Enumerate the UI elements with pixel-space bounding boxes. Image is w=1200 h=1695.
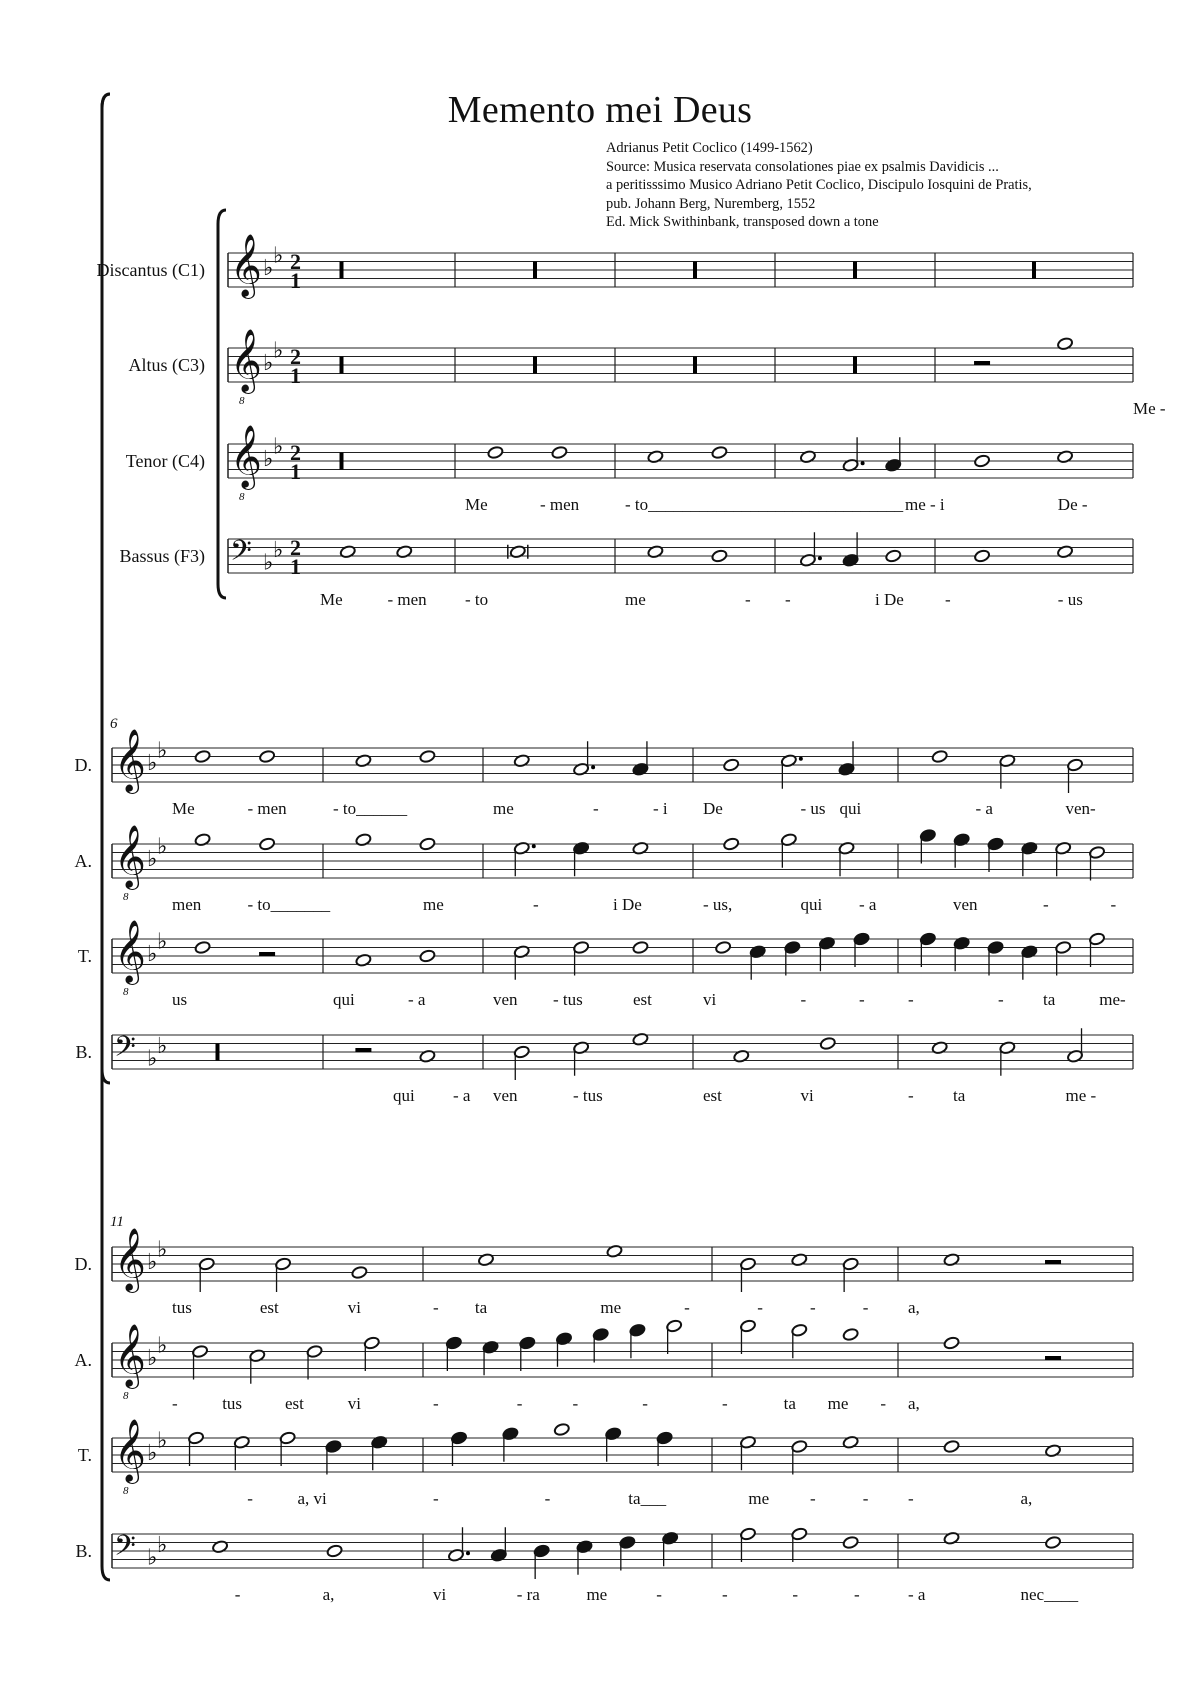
system-3	[75, 94, 1134, 1604]
staff-tenor	[126, 425, 1133, 514]
lyric-syllable: - a	[859, 895, 877, 914]
note-head	[419, 750, 436, 764]
editor-line: Ed. Mick Swithinbank, transposed down a tone	[606, 214, 879, 230]
lyric-syllable: Me	[465, 495, 488, 514]
composer-line: Adrianus Petit Coclico (1499-1562)	[606, 140, 813, 156]
note-head	[800, 450, 817, 464]
note-dot	[466, 1551, 470, 1555]
lyric-syllable: -	[684, 1298, 690, 1317]
flat-icon: ♭	[147, 847, 158, 872]
note-head	[1057, 545, 1074, 559]
system-1	[97, 210, 1166, 609]
lyric-syllable: - to______	[333, 799, 408, 818]
lyric-syllable: vi	[800, 1086, 814, 1105]
lyric-syllable: -	[792, 1585, 799, 1604]
lyric-syllable: me-	[1099, 990, 1126, 1009]
note-head	[259, 837, 276, 851]
note-head	[943, 1253, 960, 1267]
staff-label: B.	[75, 1042, 92, 1062]
lyric-syllable: -	[172, 1394, 178, 1413]
note-head	[632, 941, 649, 955]
treble-clef-icon: 𝄞	[114, 1323, 146, 1387]
flat-icon: ♭	[157, 834, 168, 860]
half-rest	[259, 952, 275, 956]
note-head	[974, 549, 991, 563]
measure-number: 11	[110, 1214, 124, 1230]
time-signature-top: 2	[290, 344, 301, 369]
lyric-syllable: -	[908, 1086, 914, 1105]
lyric-syllable: - a	[975, 799, 993, 818]
lyric-syllable: -	[642, 1394, 648, 1413]
breve-rest	[533, 262, 537, 279]
time-signature-top: 2	[290, 249, 301, 274]
note-head	[478, 1253, 495, 1267]
lyric-syllable: -	[810, 1298, 816, 1317]
lyric-syllable: -	[1110, 895, 1117, 914]
lyric-syllable: a, vi	[297, 1489, 327, 1508]
octave-eight: 8	[239, 491, 245, 503]
staff-label: T.	[77, 1445, 92, 1465]
staff-b	[75, 1527, 1133, 1604]
breve-rest	[340, 357, 344, 374]
note-head	[396, 545, 413, 559]
lyric-syllable: - tus	[553, 990, 583, 1009]
time-signature-top: 2	[290, 535, 301, 560]
note-head	[632, 1032, 649, 1046]
note-head	[711, 446, 728, 460]
lyric-syllable: ven	[493, 1086, 518, 1105]
treble-clef-icon: 𝄞	[114, 919, 146, 983]
treble-clef-icon: 𝄞	[230, 424, 262, 488]
lyric-syllable: qui	[333, 990, 355, 1009]
note-head	[553, 1423, 570, 1437]
staff-label: A.	[74, 1350, 92, 1370]
octave-eight: 8	[123, 891, 129, 903]
flat-icon: ♭	[263, 351, 274, 376]
lyric-syllable: vi	[433, 1585, 447, 1604]
lyric-syllable: -	[234, 1585, 241, 1604]
lyric-syllable: - us	[1057, 590, 1083, 609]
note-head	[419, 837, 436, 851]
lyric-syllable: ven	[493, 990, 518, 1009]
lyric-syllable: -	[1043, 895, 1049, 914]
lyric-syllable: De	[703, 799, 723, 818]
lyric-syllable: est	[633, 990, 652, 1009]
note-head	[791, 1253, 808, 1267]
lyric-syllable: me	[493, 799, 514, 818]
lyric-syllable: ven	[953, 895, 978, 914]
lyric-syllable: -	[810, 1489, 816, 1508]
lyric-syllable: me	[586, 1585, 608, 1604]
treble-clef-icon: 𝄞	[114, 824, 146, 888]
staff-d	[75, 1228, 1134, 1317]
lyric-syllable: me -	[1065, 1086, 1097, 1105]
lyric-syllable: vi	[347, 1298, 361, 1317]
breve-rest	[216, 1044, 220, 1061]
lyric-syllable: nec____	[1020, 1585, 1079, 1604]
note-head	[355, 953, 372, 967]
staff-label: A.	[74, 851, 92, 871]
note-head	[842, 1328, 859, 1342]
note-head	[487, 446, 504, 460]
flat-icon: ♭	[273, 243, 284, 269]
flat-icon: ♭	[147, 1545, 158, 1571]
lyric-syllable: -	[722, 1585, 728, 1604]
lyric-syllable: -	[854, 1585, 860, 1604]
lyric-syllable: est	[259, 1298, 279, 1317]
lyric-syllable: - ra	[516, 1585, 540, 1604]
flat-icon: ♭	[273, 434, 284, 460]
flat-icon: ♭	[157, 929, 168, 955]
lyric-syllable: qui	[393, 1086, 415, 1105]
lyric-syllable: me - i	[905, 495, 945, 514]
publisher-line: pub. Johann Berg, Nuremberg, 1552	[606, 195, 816, 212]
lyric-syllable: - us,	[703, 895, 733, 914]
staff-a	[75, 825, 1134, 914]
note-head	[419, 1049, 436, 1063]
staff-label: Bassus (F3)	[119, 546, 205, 566]
octave-eight: 8	[123, 1390, 129, 1402]
lyric-syllable: -	[908, 1489, 914, 1508]
time-signature-bottom: 1	[290, 459, 301, 484]
lyric-syllable: - a	[408, 990, 426, 1009]
breve-rest	[693, 357, 697, 374]
note-head	[842, 1435, 859, 1449]
staff-label: T.	[77, 946, 92, 966]
breve-rest	[340, 262, 344, 279]
breve-rest	[1032, 262, 1036, 279]
note-head	[715, 941, 732, 955]
time-signature-bottom: 1	[290, 554, 301, 579]
flat-icon: ♭	[263, 256, 274, 281]
lyric-syllable: -	[908, 990, 914, 1009]
note-head	[931, 1041, 948, 1055]
note-head	[194, 941, 211, 955]
time-signature-top: 2	[290, 440, 301, 465]
breve-rest	[340, 453, 344, 470]
bass-clef-icon: 𝄢	[230, 534, 252, 575]
lyric-syllable: -	[516, 1394, 523, 1413]
staff-label: Tenor (C4)	[125, 451, 205, 471]
note-dot	[799, 757, 803, 761]
lyric-syllable: est	[703, 1086, 722, 1105]
lyric-syllable: a,	[322, 1585, 335, 1604]
note-head	[931, 750, 948, 764]
note-head	[1045, 1444, 1062, 1458]
flat-icon: ♭	[147, 1250, 158, 1275]
note-head	[355, 833, 372, 847]
treble-clef-icon: 𝄞	[230, 328, 262, 392]
lyric-syllable: vi	[347, 1394, 361, 1413]
note-head	[513, 754, 530, 768]
octave-eight: 8	[123, 986, 129, 998]
lyric-syllable: -	[880, 1394, 887, 1413]
lyric-syllable: tus	[172, 1298, 192, 1317]
flat-icon: ♭	[147, 751, 158, 776]
lyric-syllable: -	[800, 990, 807, 1009]
treble-clef-icon: 𝄞	[114, 728, 146, 792]
note-dot	[591, 765, 595, 769]
note-head	[194, 750, 211, 764]
bass-clef-icon: 𝄢	[114, 1030, 136, 1071]
half-rest	[355, 1048, 371, 1052]
note-head	[943, 1531, 960, 1545]
treble-clef-icon: 𝄞	[230, 233, 262, 297]
octave-eight: 8	[239, 395, 245, 407]
system-bracket	[218, 210, 226, 598]
flat-icon: ♭	[263, 447, 274, 472]
staff-bassus	[119, 532, 1133, 609]
note-head	[1057, 450, 1074, 464]
time-signature-bottom: 1	[290, 268, 301, 293]
staff-discantus	[97, 234, 1133, 300]
staff-t	[78, 1419, 1133, 1508]
note-head	[419, 949, 436, 963]
lyric-syllable: men	[172, 895, 202, 914]
source-line: Source: Musica reservata consolationes piae ex psalmis Davidicis ...	[606, 158, 999, 175]
lyric-syllable: me	[748, 1489, 770, 1508]
lyric-syllable: ta	[953, 1086, 966, 1105]
source-line-2: a peritisssimo Musico Adriano Petit Coclico, Discipulo Iosquini de Pratis,	[606, 177, 1032, 193]
lyric-syllable: - to_______	[247, 895, 331, 914]
breve-rest	[853, 262, 857, 279]
lyric-syllable: qui	[839, 799, 862, 818]
flat-icon: ♭	[157, 1237, 168, 1263]
note-dot	[861, 461, 865, 465]
lyric-syllable: -	[656, 1585, 662, 1604]
staff-label: D.	[74, 1254, 92, 1274]
note-head	[326, 1544, 343, 1558]
lyric-syllable: ta	[474, 1298, 488, 1317]
lyric-syllable: -	[433, 1489, 439, 1508]
note-head	[551, 446, 568, 460]
lyric-syllable: -	[785, 590, 791, 609]
bass-clef-icon: 𝄢	[114, 1529, 136, 1570]
half-rest	[1045, 1260, 1061, 1264]
staff-d	[75, 729, 1134, 818]
note-head	[351, 1266, 368, 1280]
note-head	[606, 1244, 623, 1258]
note-head	[212, 1540, 229, 1554]
note-head	[339, 545, 356, 559]
flat-icon: ♭	[157, 1532, 168, 1558]
note-head	[194, 833, 211, 847]
note-dot	[532, 844, 536, 848]
flat-icon: ♭	[147, 1441, 158, 1466]
note-head	[711, 549, 728, 563]
staff-label: D.	[74, 755, 92, 775]
lyric-syllable: - to	[465, 590, 489, 609]
flat-icon: ♭	[157, 738, 168, 764]
staff-altus	[129, 329, 1166, 418]
lyric-syllable: i De	[613, 895, 642, 914]
note-head	[1045, 1536, 1062, 1550]
system-bracket	[102, 94, 110, 1580]
flat-icon: ♭	[147, 1346, 158, 1371]
flat-icon: ♭	[157, 1033, 168, 1059]
note-head	[943, 1336, 960, 1350]
page-title: Memento mei Deus	[447, 89, 753, 131]
lyric-syllable: a,	[1020, 1489, 1033, 1508]
note-head	[885, 549, 902, 563]
lyric-syllable: -	[533, 895, 539, 914]
lyric-syllable: ta	[1043, 990, 1056, 1009]
lyric-syllable: ven-	[1065, 799, 1096, 818]
lyric-syllable: -	[862, 1489, 869, 1508]
lyric-syllable: a,	[908, 1394, 920, 1413]
lyric-syllable: -	[722, 1394, 728, 1413]
note-head	[355, 754, 372, 768]
treble-clef-icon: 𝄞	[114, 1227, 146, 1291]
note-head	[943, 1440, 960, 1454]
flat-icon: ♭	[147, 1046, 158, 1072]
time-signature-bottom: 1	[290, 363, 301, 388]
lyric-syllable: -	[433, 1394, 439, 1413]
lyric-syllable: ta	[783, 1394, 796, 1413]
octave-eight: 8	[123, 1485, 129, 1497]
lyric-syllable: -	[593, 799, 599, 818]
note-head	[259, 750, 276, 764]
flat-icon: ♭	[273, 338, 284, 364]
note-head	[974, 454, 991, 468]
lyric-syllable: i De	[875, 590, 904, 609]
half-rest	[1045, 1356, 1061, 1360]
staff-b	[75, 1028, 1133, 1105]
treble-clef-icon: 𝄞	[114, 1418, 146, 1482]
lyric-syllable: me	[827, 1394, 849, 1413]
lyric-syllable: Me -	[1133, 399, 1166, 418]
flat-icon: ♭	[147, 942, 158, 967]
lyric-syllable: Me	[320, 590, 343, 609]
flat-icon: ♭	[263, 550, 274, 576]
lyric-syllable: - tus	[573, 1086, 603, 1105]
note-head	[509, 545, 526, 559]
lyric-syllable: - a	[908, 1585, 926, 1604]
half-rest	[974, 361, 990, 365]
lyric-syllable: -	[572, 1394, 579, 1413]
staff-t	[78, 920, 1133, 1009]
breve-rest	[693, 262, 697, 279]
flat-icon: ♭	[273, 537, 284, 563]
lyric-syllable: us	[172, 990, 188, 1009]
staff-label: B.	[75, 1541, 92, 1561]
note-head	[733, 1049, 750, 1063]
lyric-syllable: - to______________________________	[625, 495, 904, 514]
flat-icon: ♭	[157, 1333, 168, 1359]
note-head	[819, 1037, 836, 1051]
lyric-syllable: -	[745, 590, 751, 609]
breve-rest	[853, 357, 857, 374]
lyric-syllable: -	[998, 990, 1004, 1009]
lyric-syllable: -	[433, 1298, 439, 1317]
note-head	[647, 450, 664, 464]
staff-a	[75, 1319, 1134, 1413]
lyric-syllable: -	[862, 1298, 869, 1317]
lyric-syllable: me	[423, 895, 444, 914]
lyric-syllable: -	[859, 990, 865, 1009]
lyric-syllable: - a	[453, 1086, 471, 1105]
flat-icon: ♭	[157, 1428, 168, 1454]
staff-label: Altus (C3)	[128, 355, 205, 375]
lyric-syllable: - i	[653, 799, 668, 818]
lyric-syllable: a,	[908, 1298, 920, 1317]
lyric-syllable: De -	[1057, 495, 1088, 514]
note-head	[723, 837, 740, 851]
lyric-syllable: me	[625, 590, 646, 609]
note-head	[632, 841, 649, 855]
lyric-syllable: - men	[387, 590, 427, 609]
note-head	[1057, 337, 1074, 351]
lyric-syllable: est	[284, 1394, 304, 1413]
lyric-syllable: ta___	[628, 1489, 667, 1508]
note-head	[842, 1536, 859, 1550]
lyric-syllable: -	[544, 1489, 551, 1508]
note-head	[647, 545, 664, 559]
lyric-syllable: -	[247, 1489, 253, 1508]
breve-rest	[533, 357, 537, 374]
lyric-syllable: -	[757, 1298, 763, 1317]
measure-number: 6	[110, 716, 118, 732]
lyric-syllable: - us	[800, 799, 826, 818]
lyric-syllable: - men	[540, 495, 580, 514]
lyric-syllable: -	[945, 590, 951, 609]
lyric-syllable: Me	[172, 799, 195, 818]
note-dot	[818, 556, 822, 560]
note-head	[723, 758, 740, 772]
lyric-syllable: - men	[247, 799, 287, 818]
lyric-syllable: me	[600, 1298, 622, 1317]
lyric-syllable: tus	[222, 1394, 243, 1413]
lyric-syllable: vi	[703, 990, 717, 1009]
staff-label: Discantus (C1)	[96, 260, 205, 280]
lyric-syllable: qui	[800, 895, 823, 914]
